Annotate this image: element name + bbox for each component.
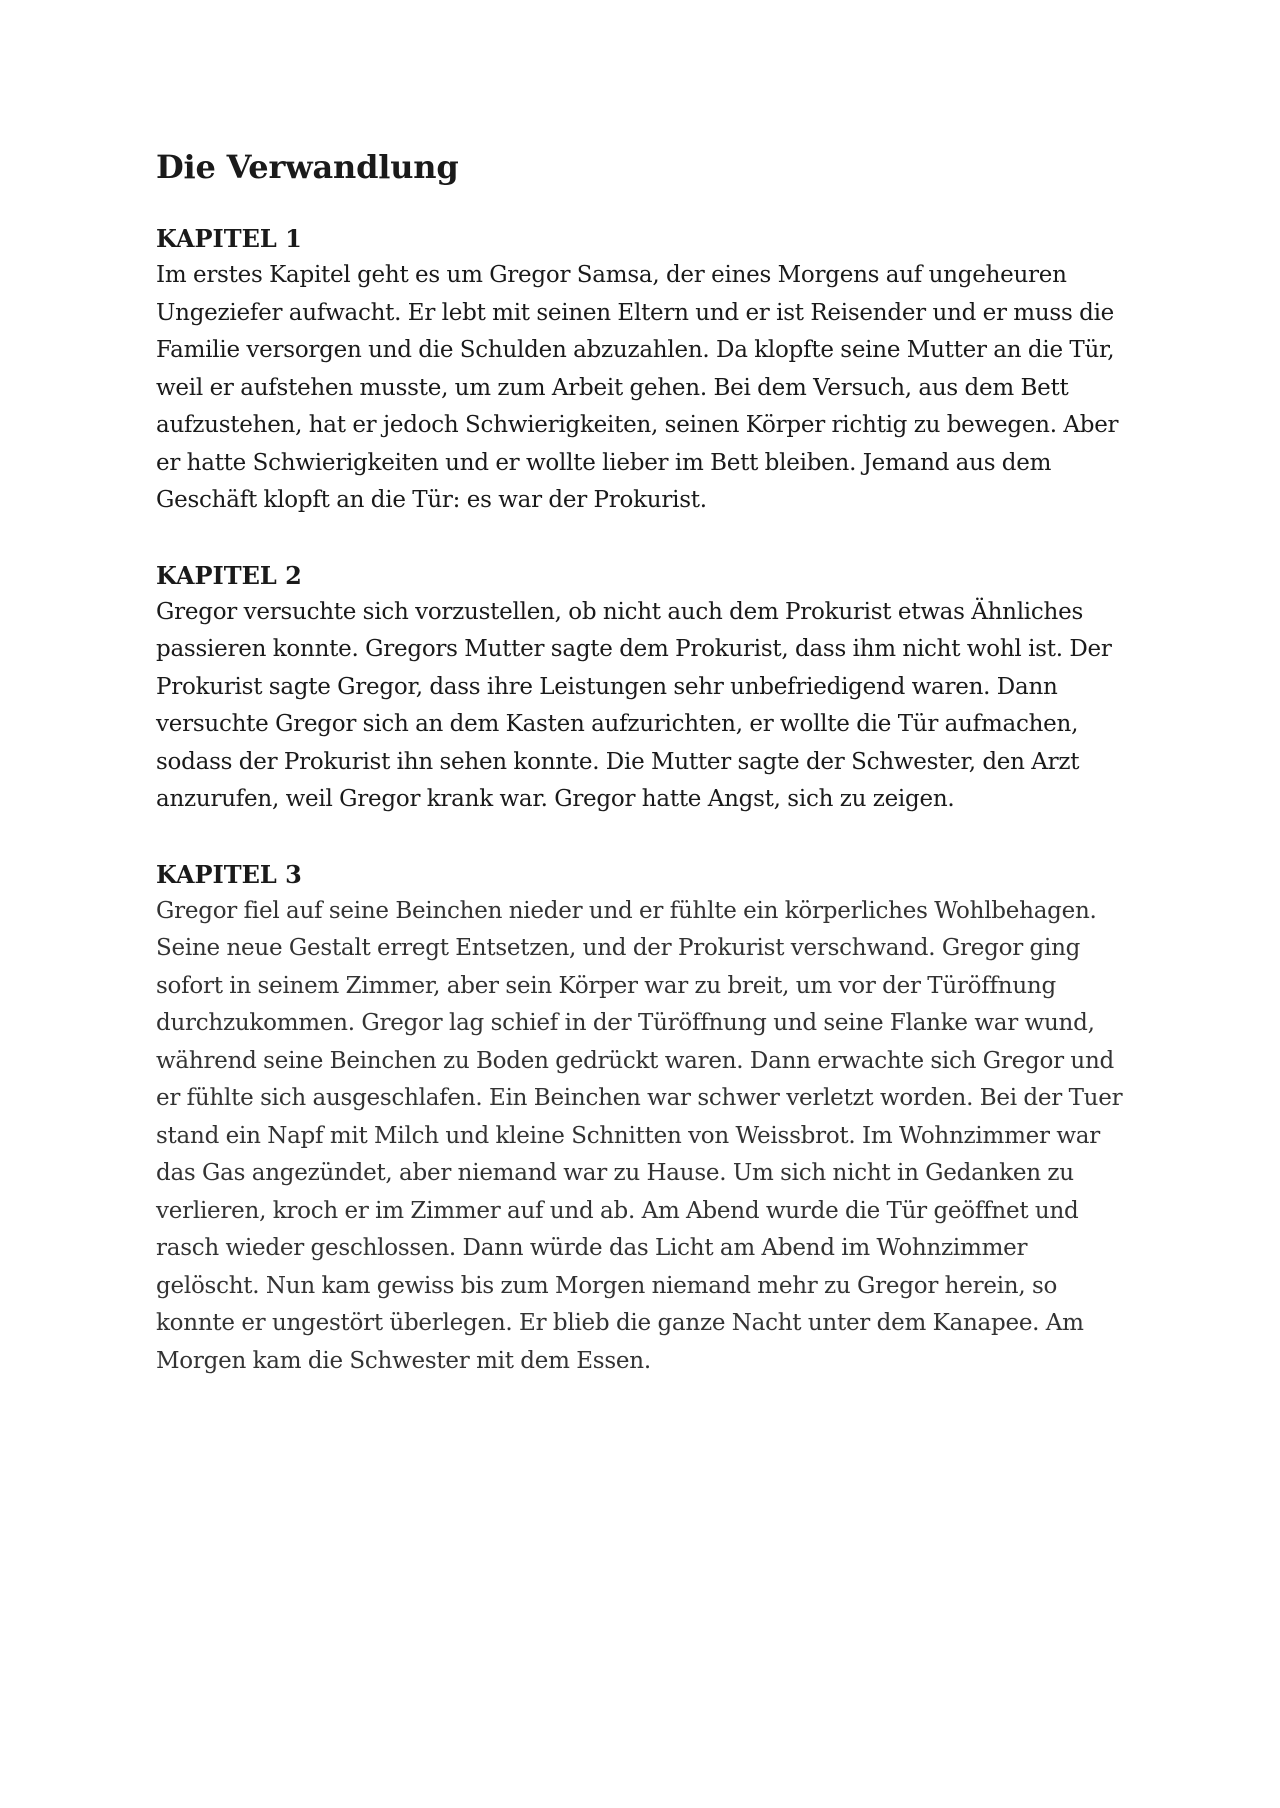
chapter-heading: KAPITEL 3 (156, 859, 302, 889)
document-title: Die Verwandlung (156, 148, 459, 186)
document-page (156, 148, 1136, 1417)
chapter-text: Gregor fiel auf seine Beinchen nieder und er fühlte ein körperliches Wohlbehagen. Seine neue Gestalt erregt Entsetzen, und der Prokurist verschwand. Gregor ging sofort in seinem Zimmer, aber sein Körper war zu breit, um vor der Türöffnung durchzukommen. Gregor lag schief in der Türöffnung und seine Flanke war wund, während seine Beinchen zu Boden gedrückt waren. Dann erwachte sich Gregor und er fühlte sich ausgeschlafen. Ein Beinchen war schwer verletzt worden. Bei der Tuer stand ein Napf mit Milch und kleine Schnitten von Weissbrot. Im Wohnzimmer war das Gas angezündet, aber niemand war zu Hause. Um sich nicht in Gedanken zu verlieren, kroch er im Zimmer auf und ab. Am Abend wurde die Tür geöffnet und rasch wieder geschlossen. Dann würde das Licht am Abend im Wohnzimmer gelöscht. Nun kam gewiss bis zum Morgen niemand mehr zu Gregor herein, so konnte er ungestört überlegen. Er blieb die ganze Nacht unter dem Kanapee. Am Morgen kam die Schwester mit dem Essen. (156, 897, 1123, 1374)
chapter-text: Im erstes Kapitel geht es um Gregor Samsa, der eines Morgens auf ungeheuren Ungeziefer aufwacht. Er lebt mit seinen Eltern und er ist Reisender und er muss die Familie versorgen und die Schulden abzuzahlen. Da klopfte seine Mutter an die Tür, weil er aufstehen musste, um zum Arbeit gehen. Bei dem Versuch, aus dem Bett aufzustehen, hat er jedoch Schwierigkeiten, seinen Körper richtig zu bewegen. Aber er hatte Schwierigkeiten und er wollte lieber im Bett bleiben. Jemand aus dem Geschäft klopft an die Tür: es war der Prokurist. (156, 262, 1119, 514)
chapter-section-3 (156, 856, 1136, 1381)
chapter-section-2 (156, 557, 1136, 819)
chapter-section-1 (156, 220, 1136, 520)
chapter-heading: KAPITEL 1 (156, 224, 302, 254)
chapter-heading: KAPITEL 2 (156, 560, 302, 590)
chapter-text: Gregor versuchte sich vorzustellen, ob nicht auch dem Prokurist etwas Ähnliches passieren konnte. Gregors Mutter sagte dem Prokurist, dass ihm nicht wohl ist. Der Prokurist sagte Gregor, dass ihre Leistungen sehr unbefriedigend waren. Dann versuchte Gregor sich an dem Kasten aufzurichten, er wollte die Tür aufmachen, sodass der Prokurist ihn sehen konnte. Die Mutter sagte der Schwester, den Arzt anzurufen, weil Gregor krank war. Gregor hatte Angst, sich zu zeigen. (156, 598, 1112, 813)
